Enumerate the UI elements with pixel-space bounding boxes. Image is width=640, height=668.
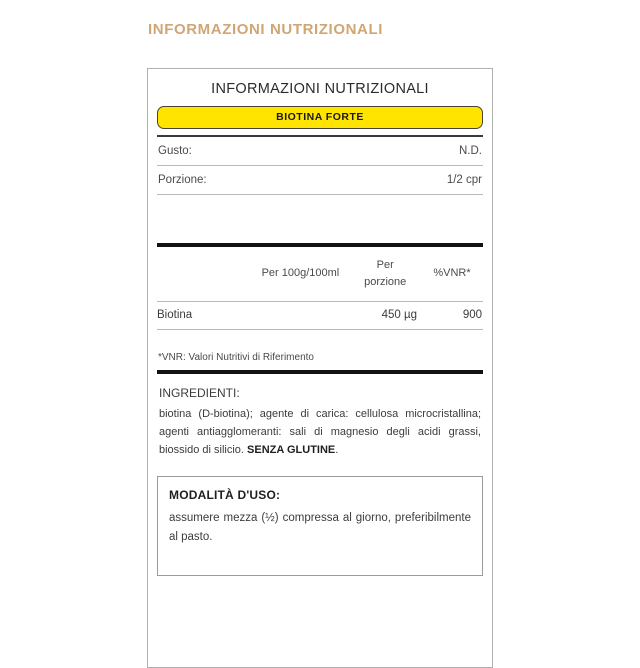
info-row-gusto bbox=[157, 137, 483, 165]
usage-title: MODALITÀ D'USO: bbox=[169, 488, 281, 503]
ingredients-text bbox=[159, 406, 481, 459]
page-section-heading: INFORMAZIONI NUTRIZIONALI bbox=[148, 21, 383, 38]
nutrition-table-title: INFORMAZIONI NUTRIZIONALI bbox=[211, 81, 429, 97]
ingredients-gluten-free-claim: SENZA GLUTINE bbox=[247, 443, 336, 456]
table-top-spacer bbox=[157, 195, 483, 243]
column-header-vnr: %VNR* bbox=[433, 267, 471, 280]
info-row-porzione-value: 1/2 cpr bbox=[446, 174, 482, 186]
ingredients-text-main: biotina (D-biotina); agente di carica: cellulosa microcristallina; agenti antiagglomeranti: sali di magnesio degli acidi grassi, biossido di silicio. bbox=[159, 408, 481, 456]
nutrition-table-body bbox=[157, 302, 483, 329]
vnr-footnote: *VNR: Valori Nutritivi di Riferimento bbox=[158, 352, 314, 363]
table-bottom-spacer bbox=[157, 330, 483, 347]
nutrition-panel-inner bbox=[157, 69, 483, 667]
column-header-per-100g: Per 100g/100ml bbox=[261, 267, 340, 280]
info-row-gusto-value: N.D. bbox=[459, 145, 482, 157]
info-row-porzione-label: Porzione: bbox=[158, 174, 207, 186]
column-header-per-portion-line1: Per bbox=[376, 258, 394, 271]
usage-text: assumere mezza (½) compressa al giorno, preferibilmente al pasto. bbox=[169, 512, 471, 544]
nutrient-value-per-portion: 450 µg bbox=[381, 309, 418, 321]
info-row-porzione bbox=[157, 166, 483, 194]
column-header-per-portion-line2: porzione bbox=[364, 276, 407, 288]
info-row-gusto-label: Gusto: bbox=[158, 145, 192, 157]
column-header-nutrient bbox=[157, 247, 252, 301]
nutrition-table bbox=[157, 247, 483, 301]
ingredients-section bbox=[157, 374, 483, 459]
column-header-per-portion bbox=[349, 247, 421, 301]
nutrition-table-header-row bbox=[157, 247, 483, 301]
usage-instructions-box bbox=[157, 476, 483, 576]
ingredients-text-tail: . bbox=[335, 443, 339, 456]
nutrient-name-biotina: Biotina bbox=[157, 309, 193, 321]
product-name-banner: BIOTINA FORTE bbox=[157, 106, 483, 129]
ingredients-title: INGREDIENTI: bbox=[159, 386, 240, 400]
table-row bbox=[157, 302, 483, 329]
nutrition-panel bbox=[147, 68, 493, 668]
nutrient-value-per-100g bbox=[252, 302, 350, 329]
nutrient-value-vnr: 900 bbox=[462, 309, 482, 321]
